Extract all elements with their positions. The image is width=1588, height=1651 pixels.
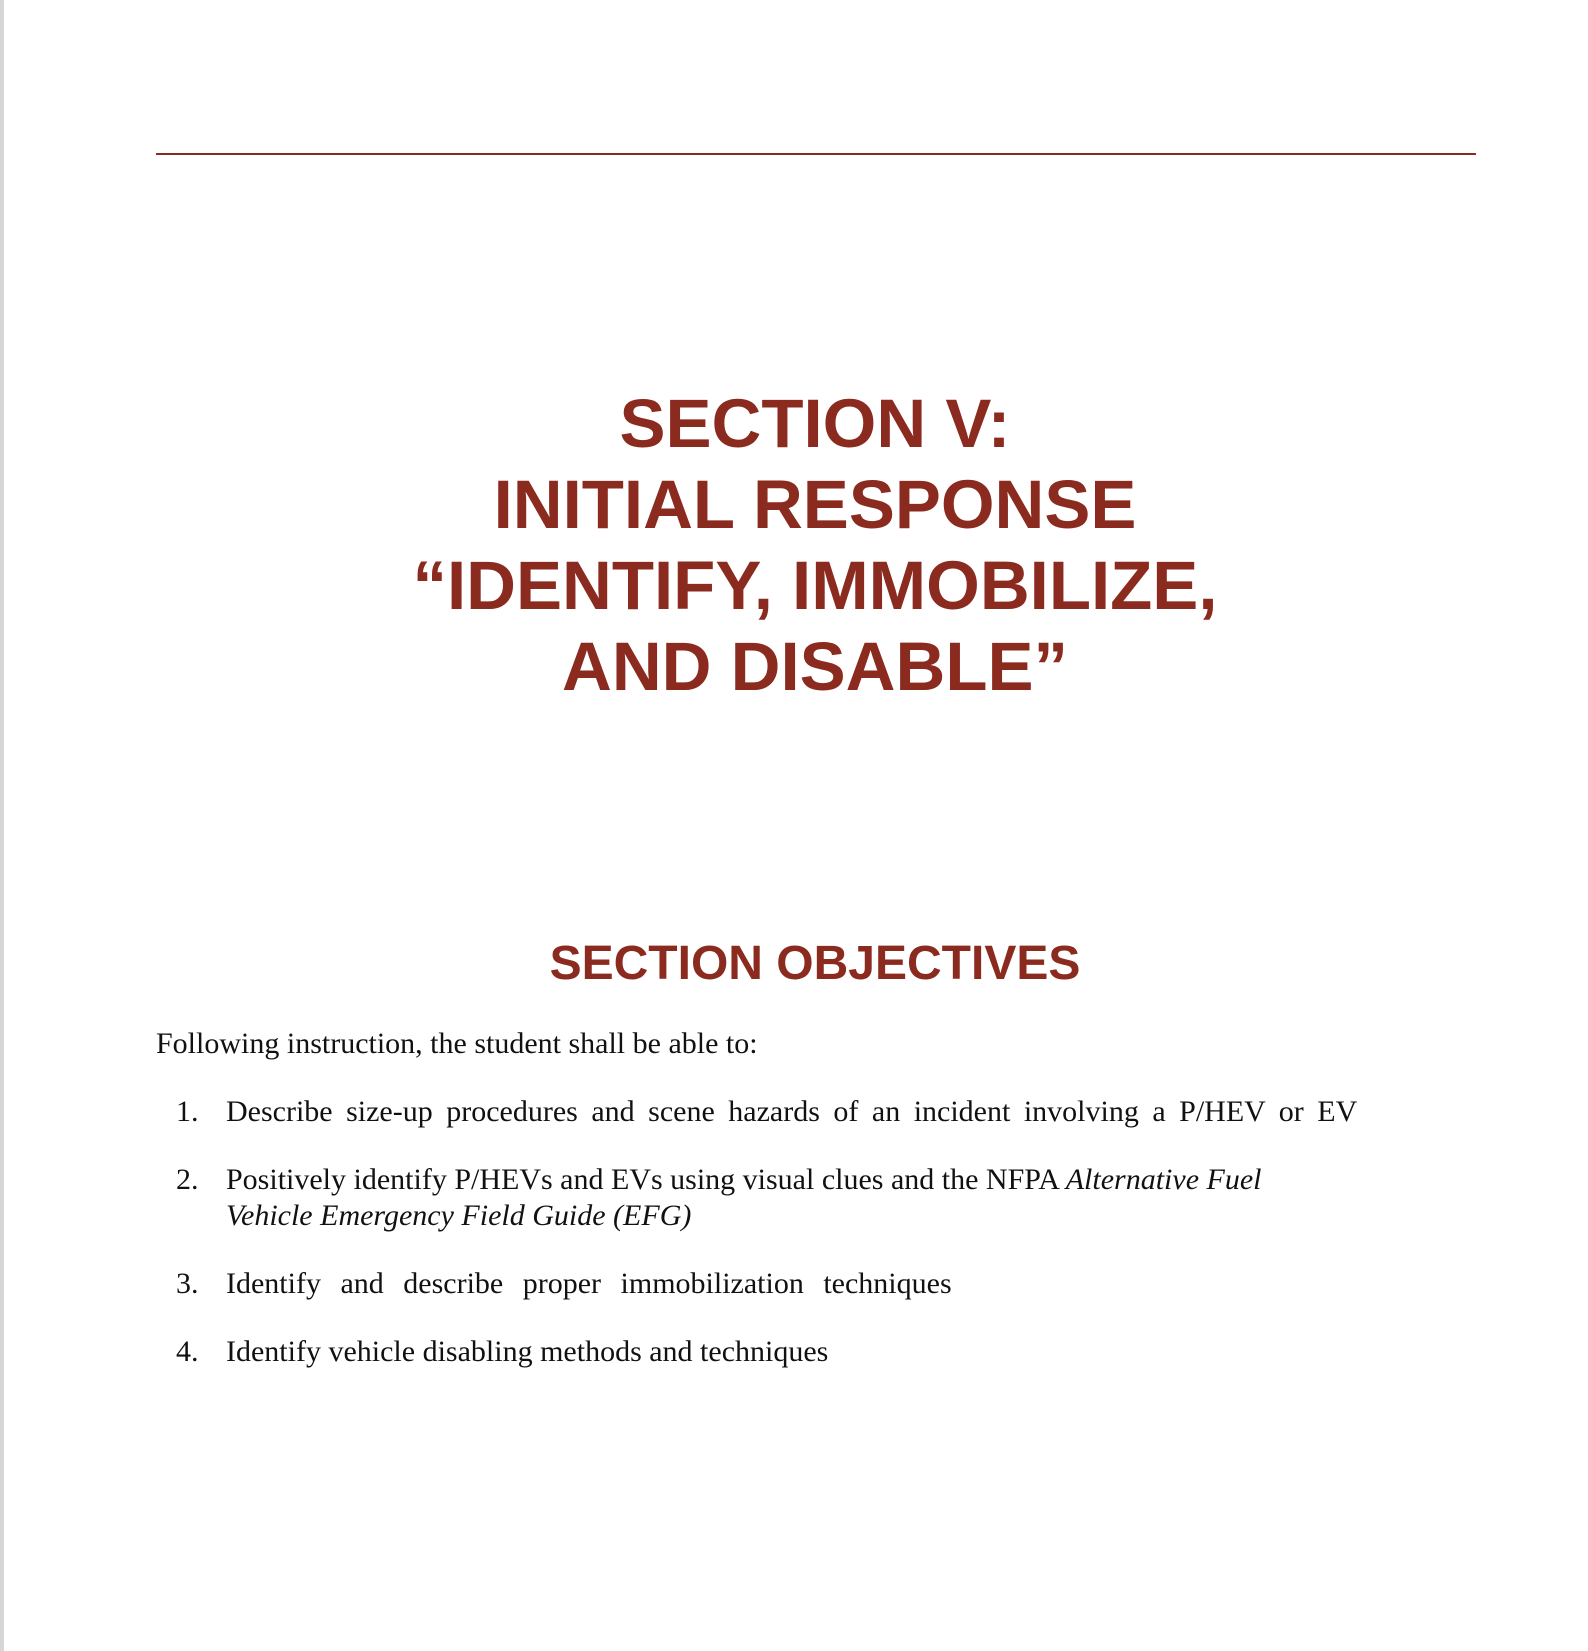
section-title (0, 383, 1588, 707)
objectives-list (176, 1094, 1416, 1402)
objective-text: Identify vehicle disabling methods and techniques (226, 1335, 829, 1368)
objectives-intro: Following instruction, the student shall be able to: (156, 1027, 758, 1060)
objective-item-3 (176, 1266, 1416, 1302)
objective-number: 2. (176, 1163, 199, 1196)
objective-number: 4. (176, 1335, 199, 1368)
objective-item-2 (176, 1162, 1416, 1234)
section-title-line-4: AND DISABLE” (561, 628, 1068, 705)
objective-text: Describe size-up procedures and scene hazards of an incident involving a P/HEV or EV (226, 1095, 1358, 1128)
section-title-line-3: “IDENTIFY, IMMOBILIZE, (412, 547, 1218, 624)
efg-title-part-1: Alternative Fuel (1065, 1163, 1262, 1196)
objective-text: Identify and describe proper immobilization techniques (226, 1267, 952, 1300)
section-title-line-2: INITIAL RESPONSE (493, 466, 1137, 543)
objective-text-line-2 (226, 1198, 1416, 1234)
objective-number: 3. (176, 1267, 199, 1300)
header-rule (156, 153, 1476, 155)
efg-title-part-2: Vehicle Emergency Field Guide (EFG) (226, 1199, 692, 1232)
section-title-line-1: SECTION V: (619, 385, 1011, 462)
objective-item-4 (176, 1334, 1416, 1370)
objective-text-start: Positively identify P/HEVs and EVs using visual clues and the NFPA (226, 1163, 1059, 1196)
page-left-edge (0, 0, 4, 1651)
objective-item-1 (176, 1094, 1416, 1130)
objective-number: 1. (176, 1095, 199, 1128)
objectives-heading: SECTION OBJECTIVES (549, 937, 1081, 990)
objective-text-line-1 (226, 1162, 1416, 1198)
